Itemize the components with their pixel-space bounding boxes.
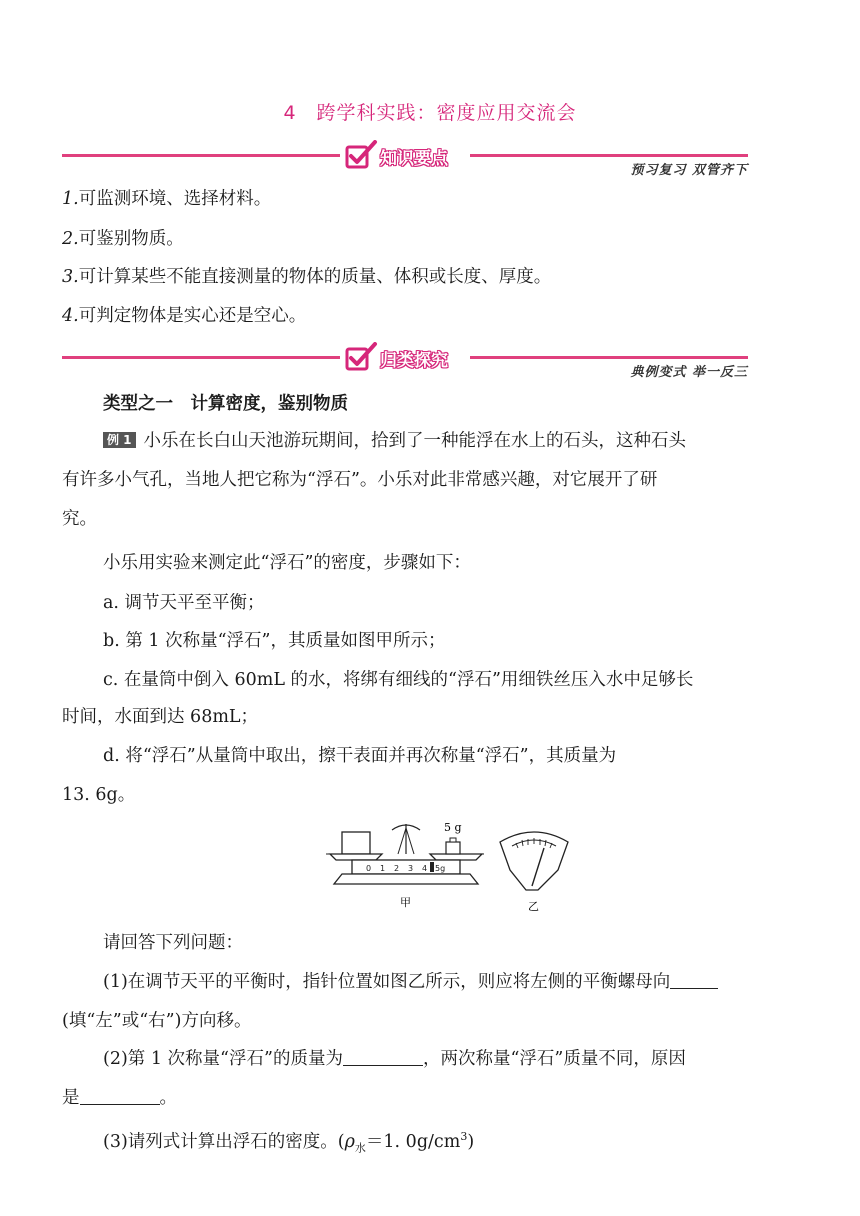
- section-badge: [344, 342, 466, 372]
- question-line: (3)请列式计算出浮石的密度。($\rho_水=1$. $0g/cm^3$): [103, 1130, 475, 1155]
- section-subtitle: 典例变式 举一反三: [630, 365, 748, 380]
- point-item: 4.可判定物体是实心还是空心。: [62, 306, 307, 326]
- scale-number: 4: [422, 864, 428, 873]
- section-subtitle: 预习复习 双管齐下: [630, 163, 748, 178]
- step-item: 时间，水面到达 68mL；: [62, 707, 259, 727]
- scale-number: 3: [408, 864, 414, 873]
- example-intro: 小乐用实验来测定此“浮石”的密度，步骤如下：: [103, 553, 471, 573]
- step-item: d. 将“浮石”从量筒中取出，擦干表面并再次称量“浮石”，其质量为: [103, 746, 617, 766]
- page-title: 4 跨学科实践：密度应用交流会: [283, 102, 577, 124]
- questions-prompt: 请回答下列问题：: [103, 933, 243, 953]
- example-line: 究。: [62, 509, 97, 529]
- checkbox-check-icon: [344, 140, 378, 170]
- question-line: (填“左”或“右”)方向移。: [62, 1011, 252, 1031]
- balance-figure: [322, 818, 582, 922]
- example-badge: 例 1: [103, 432, 136, 448]
- section-badge-label: 知识要点: [380, 149, 448, 169]
- banner-line-right: [470, 356, 748, 359]
- step-item: c. 在量筒中倒入 60mL 的水，将绑有细线的“浮石”用细铁丝压入水中足够长: [103, 670, 694, 690]
- point-item: 3.可计算某些不能直接测量的物体的质量、体积或长度、厚度。: [62, 267, 552, 287]
- section-badge-label: 归类探究: [380, 351, 448, 371]
- balance-diagram: [322, 818, 582, 918]
- step-item: b. 第 1 次称量“浮石”，其质量如图甲所示；: [103, 631, 446, 651]
- point-item: 2.可鉴别物质。: [62, 229, 184, 249]
- example-line: 例 1 小乐在长白山天池游玩期间，拾到了一种能浮在水上的石头，这种石头: [103, 430, 686, 452]
- step-item: 13. 6g。: [62, 785, 136, 805]
- question-line: (2)第 1 次称量“浮石”的质量为 ，两次称量“浮石”质量不同，原因: [103, 1049, 686, 1069]
- banner-line-right: [470, 154, 748, 157]
- answer-blank[interactable]: [80, 1088, 160, 1105]
- scale-number: 2: [394, 864, 400, 873]
- figure-label-jia: 甲: [400, 896, 411, 909]
- figure-label-yi: 乙: [528, 900, 539, 913]
- point-item: 1.可监测环境、选择材料。: [62, 189, 272, 209]
- checkbox-check-icon: [344, 342, 378, 372]
- answer-blank[interactable]: [343, 1049, 423, 1066]
- scale-number: 1: [380, 864, 386, 873]
- weight-label: 5 g: [444, 821, 462, 834]
- step-item: a. 调节天平至平衡；: [103, 593, 265, 613]
- example-line: 有许多小气孔，当地人把它称为“浮石”。小乐对此非常感兴趣，对它展开了研: [62, 470, 658, 490]
- answer-blank[interactable]: [670, 972, 718, 989]
- question-line: (1)在调节天平的平衡时，指针位置如图乙所示，则应将左侧的平衡螺母向: [103, 971, 718, 993]
- section-banner-practice: [62, 342, 748, 380]
- scale-number: 0: [366, 864, 372, 873]
- scale-number: 5g: [435, 864, 446, 873]
- banner-line-left: [62, 356, 340, 359]
- question-line: 是 。: [62, 1088, 177, 1108]
- section-banner-knowledge: [62, 140, 748, 178]
- type-heading: 类型之一 计算密度，鉴别物质: [103, 394, 348, 414]
- section-badge: [344, 140, 466, 170]
- banner-line-left: [62, 154, 340, 157]
